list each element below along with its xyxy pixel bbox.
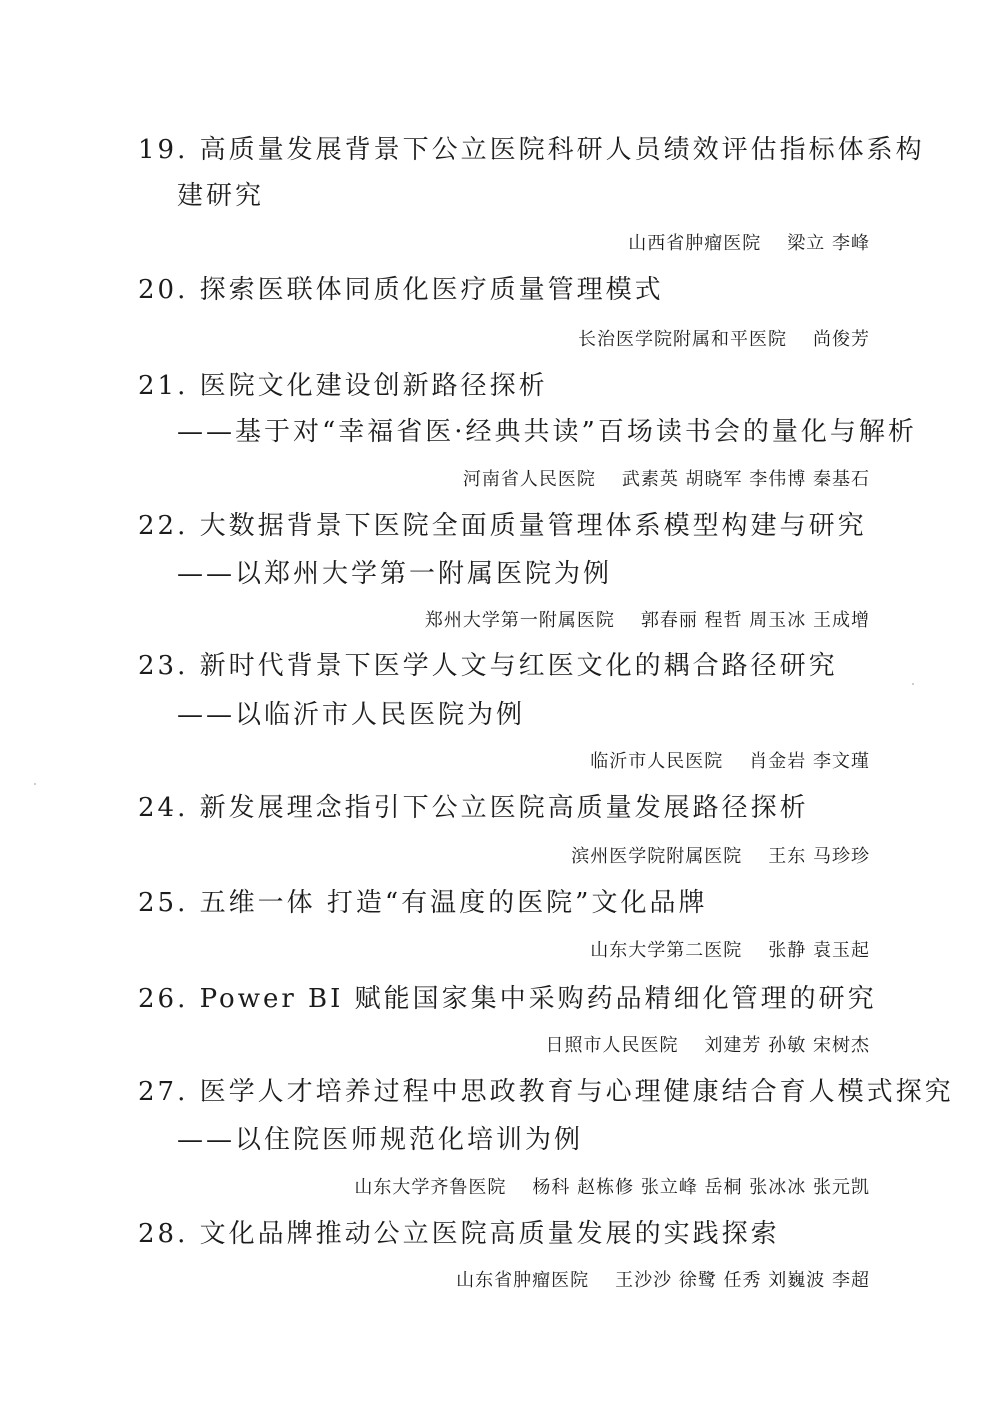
entry-byline [354,1176,870,1200]
entry-authors: 杨科 赵栋修 张立峰 岳桐 张冰冰 张元凯 [532,1177,870,1198]
entry-institution: 郑州大学第一附属医院 [424,610,615,631]
entry-institution: 长治医学院附属和平医院 [578,329,787,350]
entry-authors: 肖金岩 李文瑾 [749,751,870,772]
entry-subtitle: ——以郑州大学第一附属医院为例 [177,559,613,589]
entry-byline [546,1034,870,1058]
entry-institution: 河南省人民医院 [462,469,596,490]
entry-institution: 临沂市人民医院 [590,751,724,772]
entry-authors: 武素英 胡晓军 李伟博 秦基石 [621,469,870,490]
entry-title: 22. 大数据背景下医院全面质量管理体系模型构建与研究 [138,511,867,541]
entry-byline [425,609,870,633]
entry-authors: 尚俊芳 [813,329,870,350]
entry-institution: 山东省肿瘤医院 [456,1270,590,1291]
entry-authors: 梁立 李峰 [787,233,870,254]
entry-authors: 郭春丽 程哲 周玉冰 王成增 [640,610,870,631]
entry-institution: 滨州医学院附属医院 [571,846,743,867]
entry-title: 26. Power BI 赋能国家集中采购药品精细化管理的研究 [138,984,877,1014]
entry-title: 21. 医院文化建设创新路径探析 [138,371,548,401]
entry-byline [456,1269,870,1293]
entry-byline [590,939,870,963]
scan-speck [34,783,36,785]
scan-speck [912,683,914,685]
entry-institution: 山东大学第二医院 [590,940,743,961]
entry-institution: 山西省肿瘤医院 [628,233,762,254]
entry-subtitle: ——以临沂市人民医院为例 [177,700,526,730]
entry-title-continuation: 建研究 [177,181,265,211]
entry-title: 25. 五维一体 打造“有温度的医院”文化品牌 [138,888,708,918]
entry-title: 28. 文化品牌推动公立医院高质量发展的实践探索 [138,1219,780,1249]
entry-authors: 王东 马珍珍 [768,846,870,867]
entry-title: 20. 探索医联体同质化医疗质量管理模式 [138,275,664,305]
entry-authors: 张静 袁玉起 [768,940,870,961]
entry-authors: 刘建芳 孙敏 宋树杰 [704,1035,870,1056]
entry-byline [628,232,870,256]
entry-authors: 王沙沙 徐鹭 任秀 刘巍波 李超 [615,1270,870,1291]
entry-title: 24. 新发展理念指引下公立医院高质量发展路径探析 [138,793,809,823]
entry-byline [578,328,870,352]
entry-title: 23. 新时代背景下医学人文与红医文化的耦合路径研究 [138,651,838,681]
entry-byline [463,468,870,492]
entry-institution: 日照市人民医院 [545,1035,679,1056]
entry-subtitle: ——以住院医师规范化培训为例 [177,1125,584,1155]
entry-institution: 山东大学齐鲁医院 [354,1177,507,1198]
entry-subtitle: ——基于对“幸福省医·经典共读”百场读书会的量化与解析 [177,417,917,447]
entry-title: 27. 医学人才培养过程中思政教育与心理健康结合育人模式探究 [138,1077,954,1107]
entry-byline [590,750,870,774]
entry-byline [571,845,870,869]
entry-title: 19. 高质量发展背景下公立医院科研人员绩效评估指标体系构 [138,135,925,165]
